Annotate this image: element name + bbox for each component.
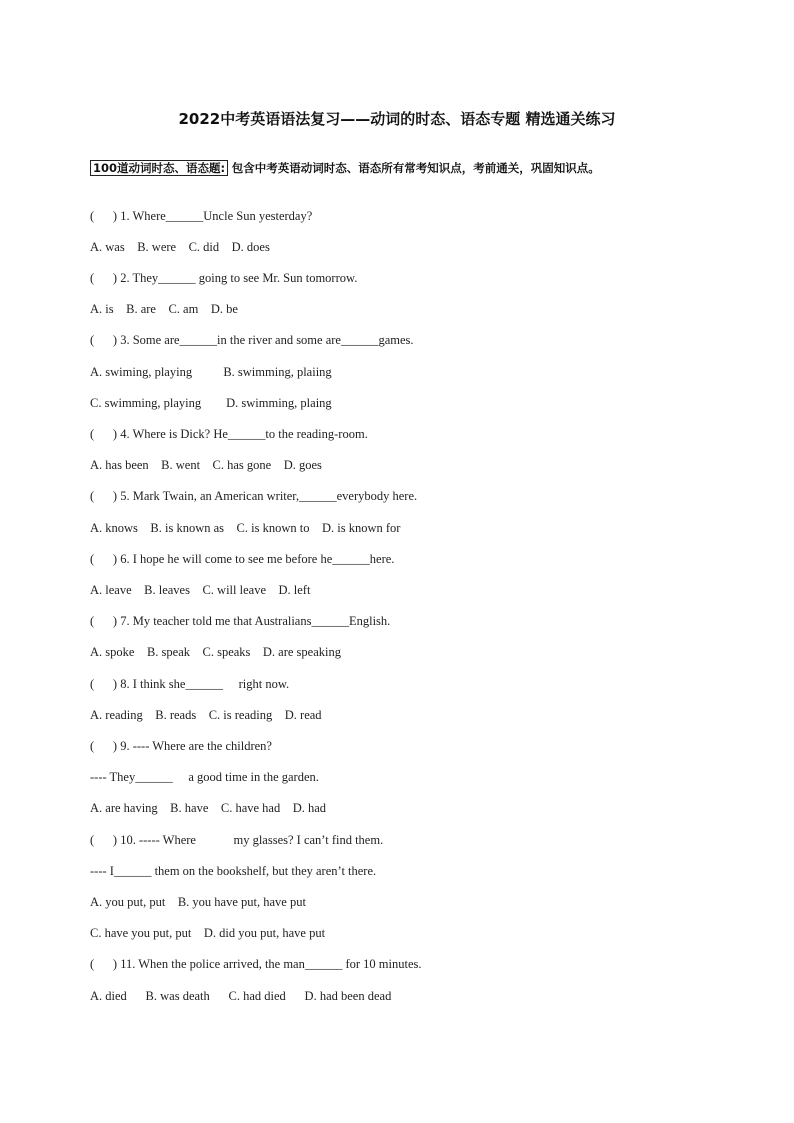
options-1: A. was B. were C. did D. does (90, 240, 270, 254)
question-11: ( ) 11. When the police arrived, the man______ for 10 minutes. (90, 957, 422, 971)
question-1: ( ) 1. Where______Uncle Sun yesterday? (90, 209, 313, 223)
question-3: ( ) 3. Some are______in the river and some are______games. (90, 333, 414, 347)
question-8: ( ) 8. I think she______ right now. (90, 677, 290, 691)
options-10b: C. have you put, put D. did you put, have put (90, 926, 326, 940)
options-9: A. are having B. have C. have had D. had (90, 801, 327, 815)
question-10: ( ) 10. ----- Where my glasses? I can’t find them. (90, 833, 384, 847)
question-7: ( ) 7. My teacher told me that Australians______English. (90, 614, 391, 628)
options-4: A. has been B. went C. has gone D. goes (90, 458, 322, 472)
intro-line (90, 160, 770, 176)
question-4: ( ) 4. Where is Dick? He______to the reading-room. (90, 427, 368, 441)
question-6: ( ) 6. I hope he will come to see me before he______here. (90, 552, 395, 566)
intro-tag: 100道动词时态、语态题: (90, 160, 228, 176)
question-10-reply: ---- I______ them on the bookshelf, but they aren’t there. (90, 864, 377, 878)
options-3a: A. swiming, playing B. swimming, plaiing (90, 365, 332, 379)
options-2: A. is B. are C. am D. be (90, 302, 238, 316)
options-7: A. spoke B. speak C. speaks D. are speaking (90, 645, 341, 659)
intro-description: 包含中考英语动词时态、语态所有常考知识点，考前通关，巩固知识点。 (231, 161, 600, 175)
question-9-reply: ---- They______ a good time in the garden. (90, 770, 319, 784)
options-10a: A. you put, put B. you have put, have put (90, 895, 306, 909)
question-2: ( ) 2. They______ going to see Mr. Sun tomorrow. (90, 271, 358, 285)
options-3b: C. swimming, playing D. swimming, plaing (90, 396, 332, 410)
options-11: A. died B. was death C. had died D. had been dead (90, 989, 392, 1003)
page-title: 2022中考英语语法复习——动词的时态、语态专题 精选通关练习 (178, 110, 616, 128)
options-6: A. leave B. leaves C. will leave D. left (90, 583, 311, 597)
options-5: A. knows B. is known as C. is known to D. is known for (90, 521, 401, 535)
question-5: ( ) 5. Mark Twain, an American writer,______everybody here. (90, 489, 418, 503)
options-8: A. reading B. reads C. is reading D. read (90, 708, 322, 722)
question-9: ( ) 9. ---- Where are the children? (90, 739, 272, 753)
